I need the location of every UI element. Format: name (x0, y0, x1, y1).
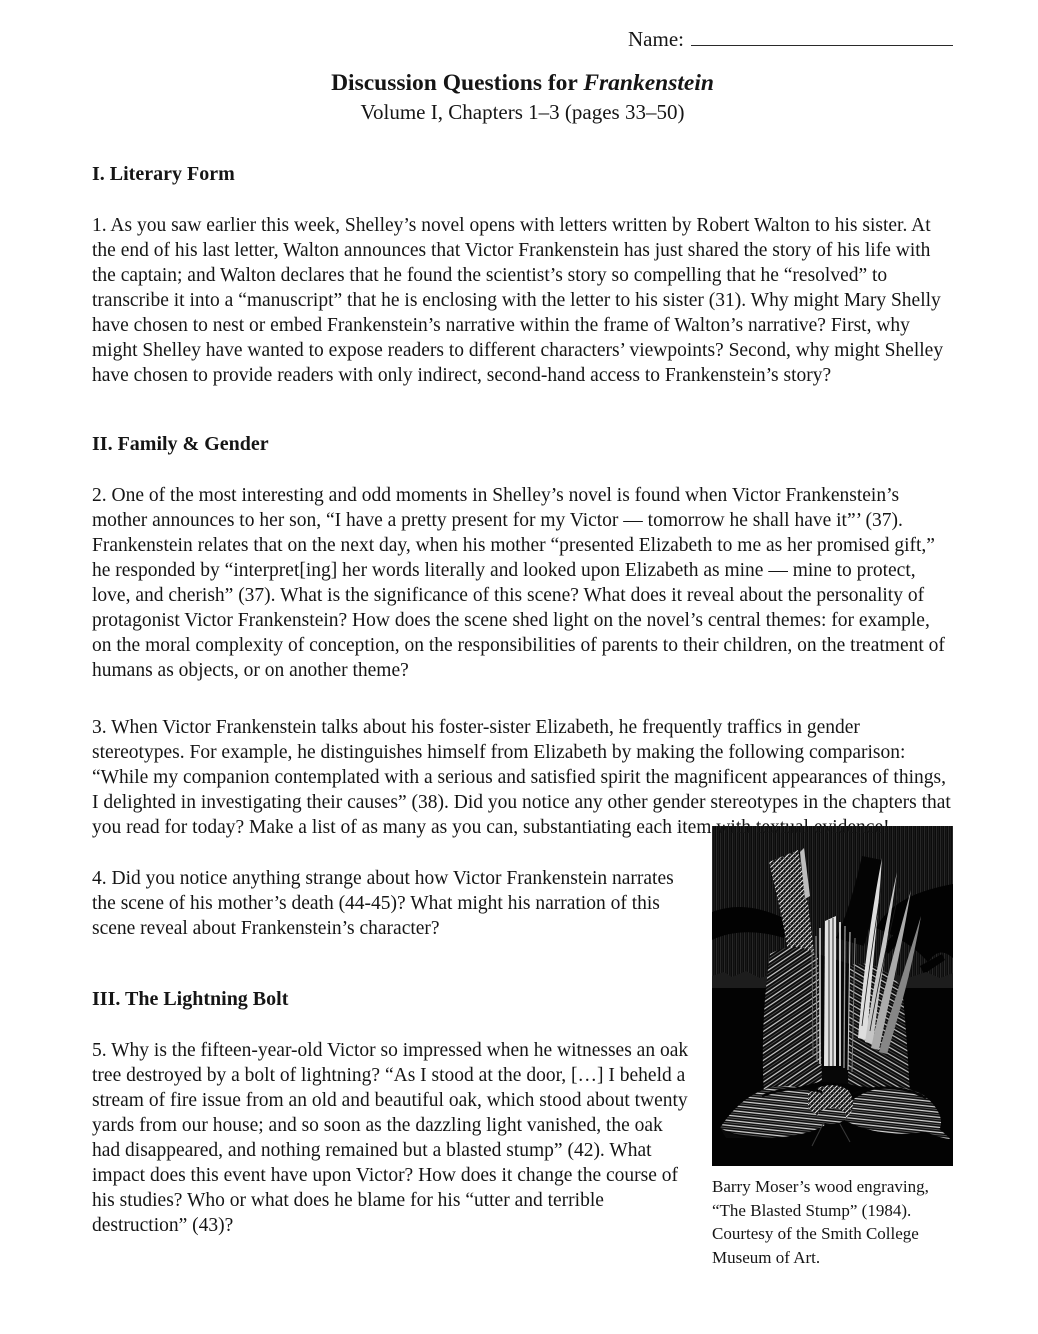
question-2: 2. One of the most interesting and odd moments in Shelley’s novel is found when Victor Frankenstein’s mother announces to her son, “I have a pretty present for my Victor — tomorrow he shall have it”’ (37). Frankenstein relates that on the next day, when his mother “presented Elizabeth to me as her promised gift,” he responded by “interpret[ing] her words literally and looked upon Elizabeth as mine — mine to protect, love, and cherish” (37). What is the significance of this scene? What does it reveal about the personality of protagonist Victor Frankenstein? How does the scene shed light on the novel’s central themes: for example, on the moral complexity of conception, on the responsibilities of parents to their children, on the treatment of humans as objects, or on another theme? (92, 485, 945, 681)
section-heading-family-gender: II. Family & Gender (92, 433, 269, 455)
question-1: 1. As you saw earlier this week, Shelley’s novel opens with letters written by Robert Walton to his sister. At the end of his last letter, Walton announces that Victor Frankenstein has just shared the story of his life with the captain; and Walton declares that he found the scientist’s story so compelling that he “resolved” to transcribe it into a “manuscript” that he is enclosing with the letter to his sister (31). Why might Mary Shelly have chosen to nest or embed Frankenstein’s narrative within the frame of Walton’s narrative? First, why might Shelley have wanted to expose readers to different characters’ viewpoints? Second, why might Shelley have chosen to provide readers with only indirect, second-hand access to Frankenstein’s story? (92, 215, 944, 386)
name-row (92, 26, 953, 52)
blasted-stump-engraving-image (712, 826, 953, 1166)
question-4: 4. Did you notice anything strange about how Victor Frankenstein narrates the scene of his mother’s death (44-45)? What might his narration of this scene reveal about Frankenstein’s character? (92, 868, 674, 939)
page-subtitle: Volume I, Chapters 1–3 (pages 33–50) (360, 100, 685, 124)
title-book-name: Frankenstein (583, 70, 714, 96)
name-label: Name: (628, 27, 684, 51)
title-block (92, 68, 953, 126)
title-prefix: Discussion Questions for (331, 70, 584, 96)
question-3: 3. When Victor Frankenstein talks about his foster-sister Elizabeth, he frequently traffics in gender stereotypes. For example, he distinguishes himself from Elizabeth by making the following comparison: “While my companion contemplated with a serious and satisfied spirit the magnificent appearances of things, I delighted in investigating their causes” (38). Did you notice any other gender stereotypes in the chapters that you read for today? Make a list of as many as you can, substantiating each item with textual evidence! (92, 717, 951, 838)
name-blank-line (691, 27, 953, 46)
page-title (92, 68, 953, 98)
section-heading-literary-form: I. Literary Form (92, 163, 235, 185)
figure-caption: Barry Moser’s wood engraving, “The Blasted Stump” (1984). Courtesy of the Smith College Museum of Art. (712, 1177, 929, 1267)
question-5: 5. Why is the fifteen-year-old Victor so impressed when he witnesses an oak tree destroyed by a bolt of lightning? “As I stood at the door, […] I beheld a stream of fire issue from an old and beautiful oak, which stood about twenty yards from our house; and so soon as the dazzling light vanished, the oak had disappeared, and nothing remained but a blasted stump” (42). What impact does this event have upon Victor? How does it change the course of his studies? Who or what does he blame for his “utter and terrible destruction” (43)? (92, 1040, 689, 1236)
section-heading-lightning-bolt: III. The Lightning Bolt (92, 988, 289, 1010)
engraving-figure (712, 826, 953, 1269)
